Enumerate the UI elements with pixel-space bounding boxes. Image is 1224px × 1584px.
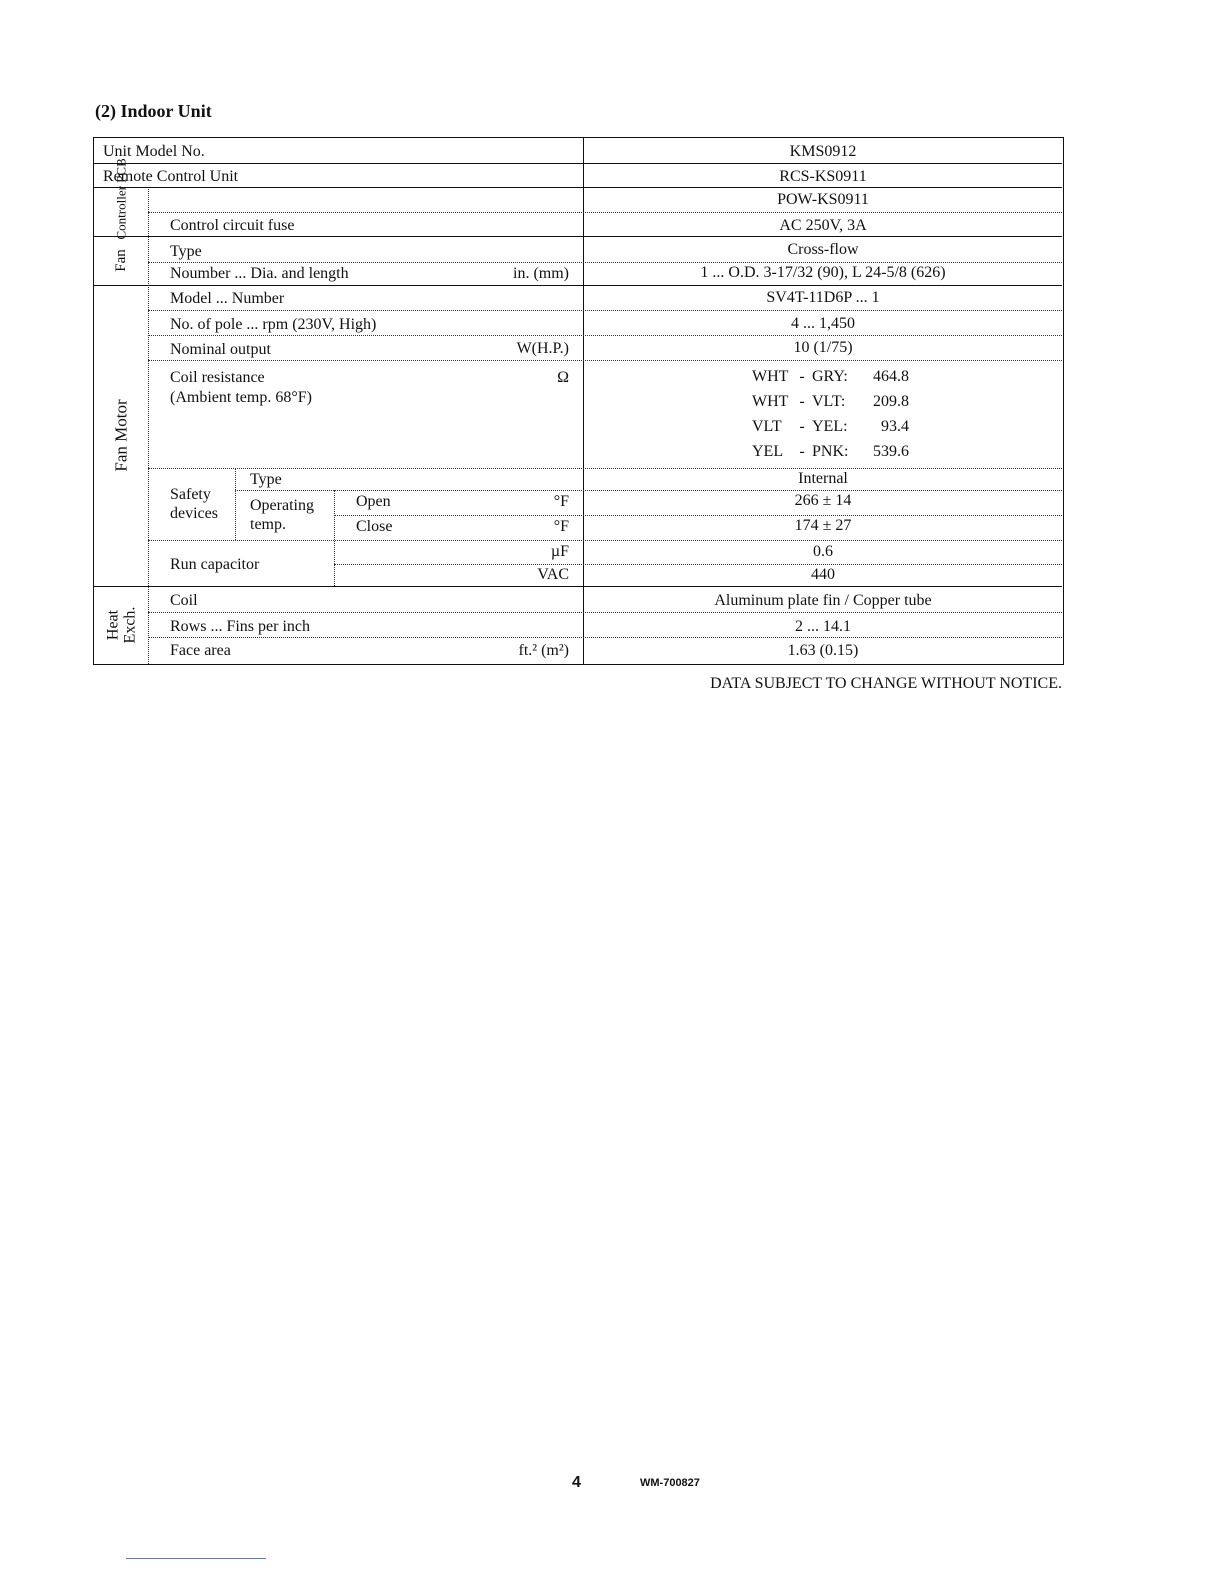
coil-resistance-sublabel: (Ambient temp. 68°F): [170, 389, 312, 406]
pole-label: No. of pole ... rpm (230V, High): [170, 316, 377, 333]
capacitor-unit-uf: µF: [550, 543, 569, 560]
fan-number-label: Noumber ... Dia. and length: [170, 265, 349, 282]
hx-face-unit: ft.² (m²): [518, 642, 569, 659]
output-value: 10 (1/75): [793, 339, 853, 356]
motor-model-value: SV4T-11D6P ... 1: [766, 289, 880, 306]
pcb-value: POW-KS0911: [777, 191, 869, 208]
group-heat-exch: Heat Exch.: [104, 606, 138, 644]
capacitor-unit-vac: VAC: [537, 566, 569, 583]
coil-resistance-label: Coil resistance: [170, 369, 265, 386]
safety-label-2: devices: [170, 505, 218, 522]
fuse-label: Control circuit fuse: [170, 217, 295, 234]
close-value: 174 ± 27: [794, 517, 852, 534]
unit-model-label: Unit Model No.: [103, 143, 205, 160]
hx-face-label: Face area: [170, 642, 231, 659]
output-unit: W(H.P.): [516, 340, 569, 357]
safety-type-value: Internal: [798, 470, 848, 487]
coil-row: WHT - VLT: 209.8: [752, 393, 909, 410]
operating-label-1: Operating: [250, 497, 314, 514]
group-fan-motor: Fan Motor: [111, 399, 131, 472]
hx-coil-value: Aluminum plate fin / Copper tube: [714, 592, 932, 609]
fan-number-unit: in. (mm): [513, 265, 569, 282]
unit-model-value: KMS0912: [789, 143, 857, 160]
coil-row: WHT - GRY: 464.8: [752, 368, 909, 385]
group-controller-pcb: Controller PCB: [113, 158, 129, 240]
close-unit: °F: [553, 518, 569, 535]
capacitor-label: Run capacitor: [170, 556, 260, 573]
footer-rule: [126, 1558, 266, 1559]
operating-label-2: temp.: [250, 516, 286, 533]
fuse-value: AC 250V, 3A: [779, 217, 867, 234]
motor-model-label: Model ... Number: [170, 290, 285, 307]
section-title: (2) Indoor Unit: [95, 101, 212, 121]
output-label: Nominal output: [170, 341, 271, 358]
remote-control-label: Remote Control Unit: [103, 168, 239, 185]
coil-resistance-unit: Ω: [557, 369, 569, 386]
fan-number-value: 1 ... O.D. 3-17/32 (90), L 24-5/8 (626): [700, 264, 946, 281]
remote-control-value: RCS-KS0911: [779, 168, 867, 185]
pole-value: 4 ... 1,450: [791, 315, 855, 332]
doc-code: WM-700827: [640, 1477, 700, 1489]
open-value: 266 ± 14: [794, 492, 852, 509]
hx-rows-label: Rows ... Fins per inch: [170, 618, 310, 635]
notice: DATA SUBJECT TO CHANGE WITHOUT NOTICE.: [710, 675, 1062, 692]
safety-label-1: Safety: [170, 486, 211, 503]
safety-type-label: Type: [250, 471, 282, 488]
open-label: Open: [356, 493, 391, 510]
open-unit: °F: [553, 493, 569, 510]
coil-resistance-values: [752, 367, 909, 467]
capacitor-value-uf: 0.6: [813, 543, 833, 560]
group-fan: Fan: [112, 249, 129, 272]
page-number: 4: [572, 1474, 581, 1491]
hx-coil-label: Coil: [170, 592, 198, 609]
hx-face-value: 1.63 (0.15): [787, 642, 859, 659]
capacitor-value-vac: 440: [811, 566, 835, 583]
close-label: Close: [356, 518, 393, 535]
coil-row: YEL - PNK: 539.6: [752, 443, 909, 460]
fan-type-label: Type: [170, 243, 202, 260]
hx-rows-value: 2 ... 14.1: [795, 618, 851, 635]
fan-type-value: Cross-flow: [787, 241, 859, 258]
coil-row: VLT - YEL: 93.4: [752, 418, 909, 435]
